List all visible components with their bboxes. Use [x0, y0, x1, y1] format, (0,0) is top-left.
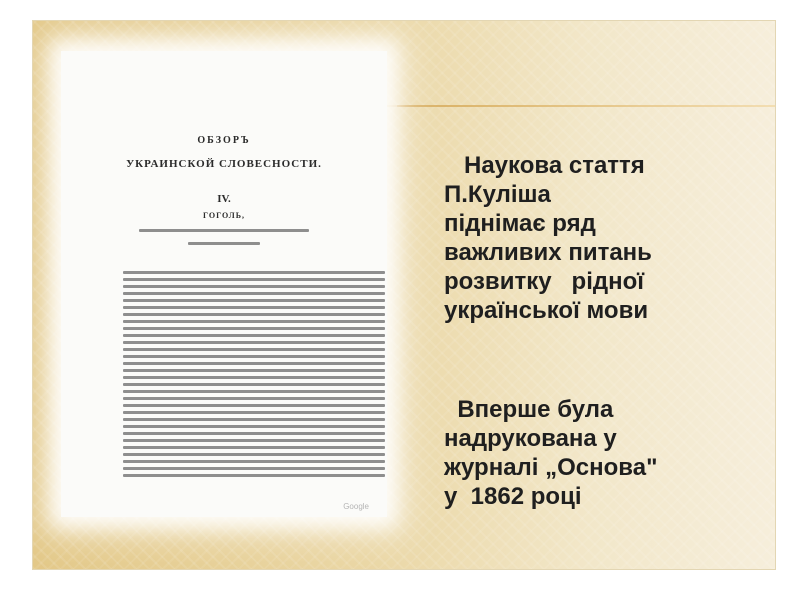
document-text-line [123, 460, 385, 463]
document-body-text [123, 271, 385, 479]
document-text-line [123, 404, 385, 407]
document-text-line [123, 334, 385, 337]
document-page-image [61, 51, 387, 517]
document-text-line [123, 383, 385, 386]
document-text-line [123, 341, 385, 344]
document-text-line [123, 306, 385, 309]
document-text-line [123, 278, 385, 281]
document-text-line [123, 453, 385, 456]
document-text-line [123, 271, 385, 274]
document-subtitle: УКРАИНСКОЙ СЛОВЕСНОСТИ. [126, 158, 322, 170]
document-text-line [123, 327, 385, 330]
document-numeral: IV. [217, 193, 231, 205]
document-text-line [123, 446, 385, 449]
document-heading: ГОГОЛЬ, [202, 211, 246, 220]
document-text-line [139, 229, 309, 232]
document-text-line [123, 467, 385, 470]
document-text-line [123, 474, 385, 477]
document-text-line [123, 348, 385, 351]
document-text-line [123, 432, 385, 435]
document-text-line [123, 285, 385, 288]
document-text-line [123, 355, 385, 358]
document-text-line [123, 411, 385, 414]
document-title: ОБЗОРЪ [197, 135, 251, 146]
document-text-line [123, 299, 385, 302]
document-text-line [123, 397, 385, 400]
document-text-line [123, 439, 385, 442]
document-text-line [123, 292, 385, 295]
document-text-line [188, 242, 260, 245]
document-caption-lines [61, 229, 387, 249]
document-text-line [123, 418, 385, 421]
paragraph-scientific-article: Наукова стаття П.Куліша піднімає ряд важливих питань розвитку рідної української мови [444, 152, 652, 324]
document-text-line [123, 425, 385, 428]
document-text-line [123, 320, 385, 323]
document-watermark: Google [343, 502, 369, 511]
document-text-line [123, 369, 385, 372]
accent-line [397, 105, 775, 107]
document-text-line [123, 390, 385, 393]
document-text-line [123, 362, 385, 365]
document-text-line [123, 376, 385, 379]
document-text-line [123, 313, 385, 316]
slide [33, 21, 775, 569]
paragraph-first-published: Вперше була надрукована у журналі „Основа" у 1862 році [444, 396, 658, 510]
